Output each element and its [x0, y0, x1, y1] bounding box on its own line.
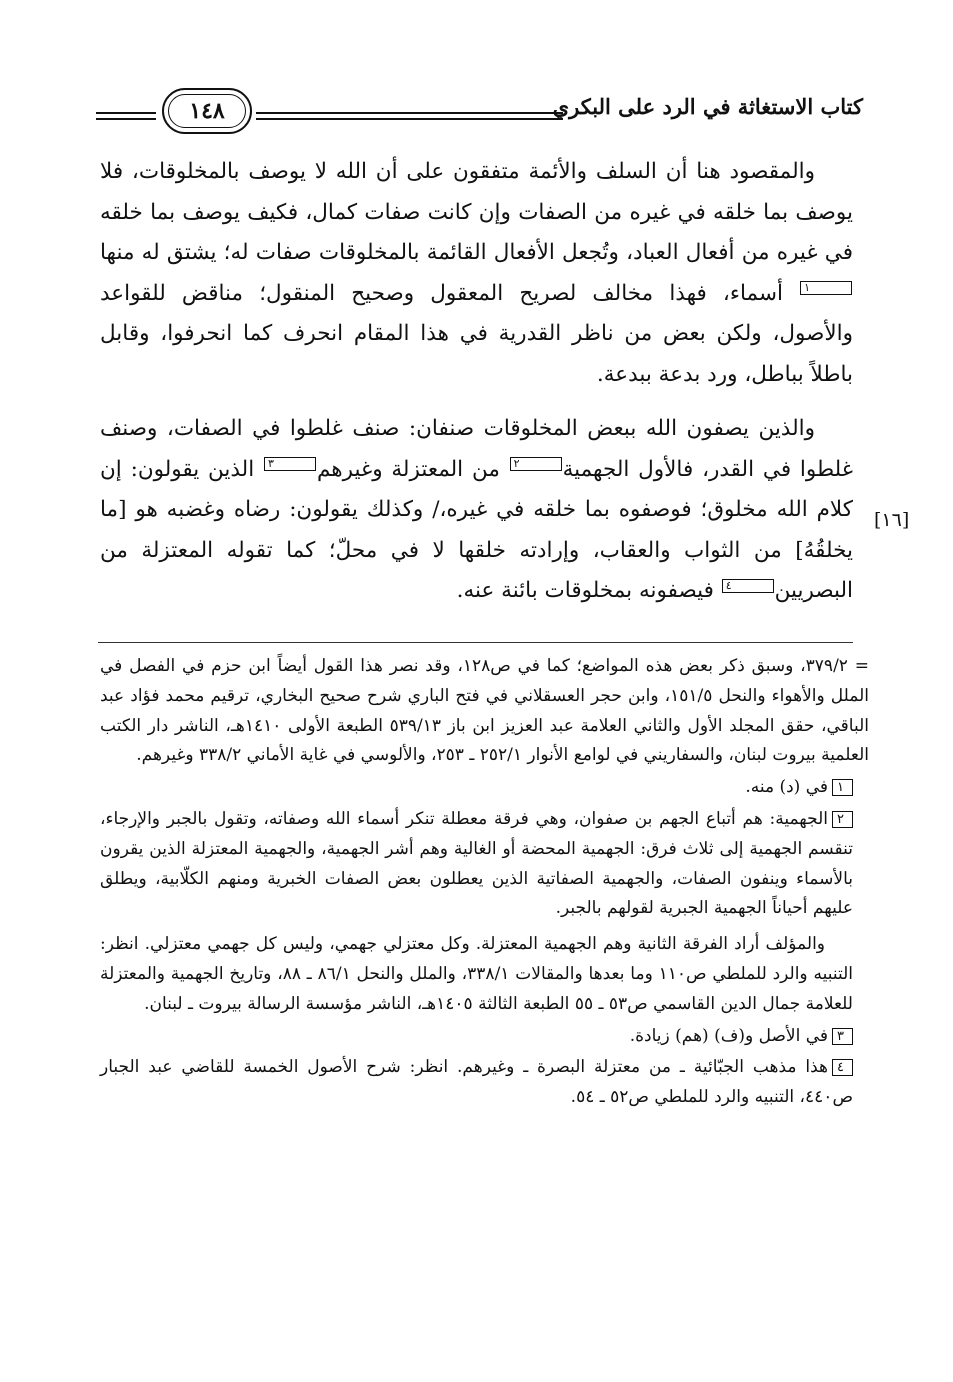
manuscript-page-marker: [١٦]: [874, 509, 910, 531]
footnote-continuation: = ٣٧٩/٢، وسبق ذكر بعض هذه المواضع؛ كما في ص١٢٨، وقد نصر هذا القول أيضاً ابن حزم في الفصل في الملل والأهواء والنحل ١٥١/٥، وابن حجر العسقلاني في فتح الباري شرح صحيح البخاري، ترقيم محمد فؤاد عبد الباقي، حقق المجلد الأول والثاني العلامة عبد العزيز ابن باز ٥٣٩/١٣ الطبعة الأولى ١٤١٠هـ، الناشر دار الكتب العلمية بيروت لبنان، والسفاريني في لوامع الأنوار ٢٥٢/١ ـ ٢٥٣، والألوسي في غاية الأماني ٣٣٨/٢ وغيرهم.: [100, 656, 869, 766]
footnote-ref-4[interactable]: ٤: [722, 579, 774, 593]
footnote-ref-2[interactable]: ٢: [510, 457, 562, 471]
header-rule: [96, 112, 156, 114]
footnote-3: [100, 1022, 853, 1052]
page-header: [96, 88, 863, 138]
footnote-text: الجهمية: هم أتباع الجهم بن صفوان، وهي فرقة معطلة تنكر أسماء الله وصفاته، وتقول بالجبر والإرجاء، تنقسم الجهمية إلى ثلاث فرق: الجهمية المحضة أو الغالية وهم أشر الجهمية، والجهمية المعتزلة الذين يقرون بالأسماء وينفون الصفات، والجهمية الصفاتية الذين يعطلون بعض الصفات الخبرية ومنهم الكلّابية، ويطلق عليهم أحياناً الجهمية الجبرية لقولهم بالجبر.: [100, 808, 853, 919]
paragraph-text: والمقصود هنا أن السلف والأئمة متفقون على أن الله لا يوصف بالمخلوقات، فلا يوصف بما خلقه في غيره من الصفات وإن كانت صفات كمال، فكيف يوصف بما خلقه في غيره من أفعال العباد، وتُجعل الأفعال القائمة بالمخلوقات صفات له؛ يشتق له منها: [100, 159, 853, 265]
page-number: ١٤٨: [189, 98, 225, 124]
paragraph-2: [100, 409, 853, 612]
footnote-ref-1[interactable]: ١: [800, 281, 852, 295]
footnote-text: في الأصل و(ف) (هم) زيادة.: [629, 1025, 829, 1046]
header-rule: [96, 118, 156, 120]
footnote-number: ١: [832, 779, 853, 796]
footnote-4: [100, 1053, 853, 1113]
footnote-ref-3[interactable]: ٣: [264, 457, 316, 471]
footnote-number: ٣: [832, 1028, 853, 1045]
footnotes: [100, 652, 869, 1113]
paragraph-text: الذين يقولون: إن كلام الله مخلوق؛ فوصفوه بما خلقه في غيره،/ وكذلك يقولون: رضاه وغضبه هو [ما يخلقُهُ] من الثواب والعقاب، وإرادته خلقها لا في محلّ؛ كما تقوله المعتزلة من البصريين: [100, 456, 853, 603]
book-title: كتاب الاستغاثة في الرد على البكري: [552, 94, 863, 119]
footnote-text: هذا مذهب الجبّائية ـ من معتزلة البصرة ـ وغيرهم. انظر: شرح الأصول الخمسة للقاضي عبد الجبار ص٤٤٠، التنبيه والرد للملطي ص٥٢ ـ ٥٤.: [100, 1057, 853, 1108]
footnote-divider: [98, 642, 853, 643]
page-number-badge: [162, 88, 252, 134]
paragraph-text: والذين يصفون الله ببعض المخلوقات صنفان: صنف غلطوا في الصفات، وصنف غلطوا في القدر، فالأول الجهمية: [100, 416, 853, 482]
footnote-2: [100, 805, 853, 924]
footnote-number: ٤: [832, 1059, 853, 1076]
footnote-number: ٢: [832, 811, 853, 828]
header-rule: [256, 118, 563, 120]
paragraph-text: من المعتزلة وغيرهم: [316, 456, 509, 482]
paragraph-1: [100, 152, 853, 395]
header-rule: [256, 112, 563, 114]
main-text: [100, 152, 853, 612]
paragraph-text: أسماء، فهذا مخالف لصريح المعقول وصحيح المنقول؛ مناقض للقواعد والأصول، ولكن بعض من ناظر القدرية في هذا المقام انحرف كما انحرفوا، وقابل باطلاً بباطل، ورد بدعة ببدعة.: [100, 280, 853, 387]
footnote-1: [100, 773, 853, 803]
footnote-2-paragraph: والمؤلف أراد الفرقة الثانية وهم الجهمية المعتزلة. وكل معتزلي جهمي، وليس كل جهمي معتزلي. انظر: التنبيه والرد للملطي ص١١٠ وما بعدها والمقالات ٣٣٨/١، والملل والنحل ٨٦/١ ـ ٨٨، وتاريخ الجهمية والمعتزلة للعلامة جمال الدين القاسمي ص٥٣ ـ ٥٥ الطبعة الثالثة ١٤٠٥هـ، الناشر مؤسسة الرسالة بيروت ـ لبنان.: [100, 934, 853, 1014]
paragraph-text: فيصفونه بمخلوقات بائنة عنه.: [456, 578, 721, 603]
footnote-text: في (د) منه.: [745, 777, 829, 798]
